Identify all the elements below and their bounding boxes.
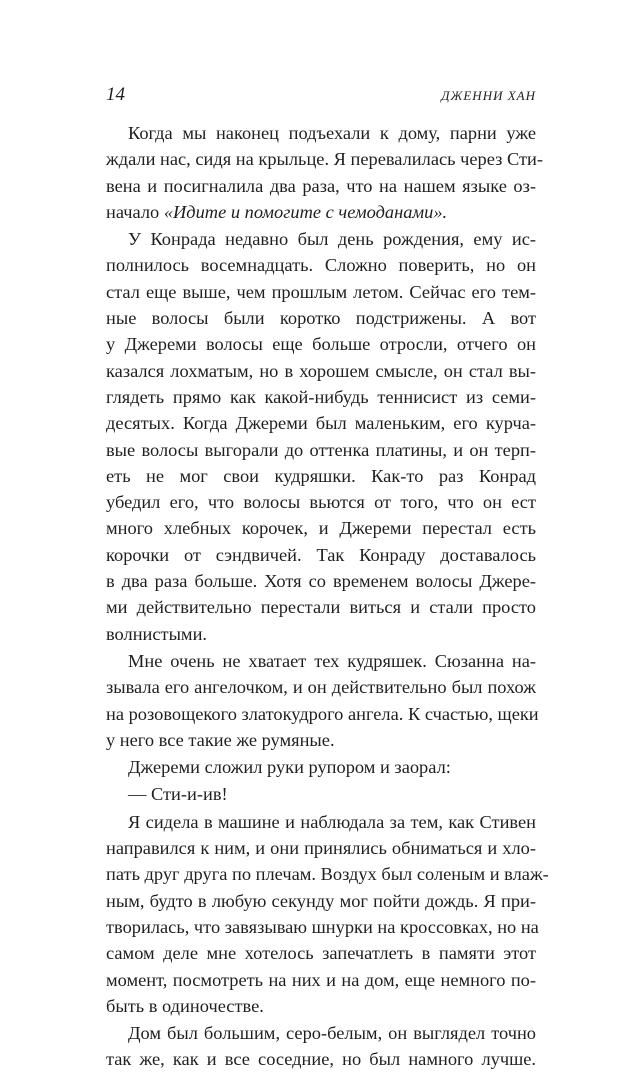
text-line: момент, посмотреть на них и на дом, еще немного по-: [106, 969, 536, 990]
text-line: вые волосы выгорали до оттенка платины, и он терп-: [106, 439, 536, 460]
paragraph: [106, 809, 549, 1019]
text-line: волнистыми.: [106, 623, 208, 644]
text-line: Дом был большим, серо-белым, он выглядел точно: [128, 1023, 536, 1044]
text-line: убедил его, что волосы вьются от того, что он ест: [106, 492, 536, 513]
text-fragment: начало: [106, 201, 164, 222]
text-line: ми действительно перестали виться и стали просто: [106, 597, 536, 618]
page-header: [106, 84, 536, 108]
text-line: самом деле мне хотелось запечатлеть в памяти этот: [106, 943, 536, 964]
paragraph: [106, 120, 544, 225]
text-line: Мне очень не хватает тех кудряшек. Сюзанна на-: [128, 650, 536, 671]
paragraph: [106, 754, 536, 780]
page-number: 14: [106, 84, 125, 105]
text-line: Я сидела в машине и наблюдала за тем, как Стивен: [128, 811, 536, 832]
paragraph: [106, 781, 536, 807]
paragraph: [106, 226, 536, 647]
text-line: глядеть прямо как какой-нибудь теннисист из семи-: [106, 386, 536, 407]
text-line: ждали нас, сидя на крыльце. Я перевалилась через Сти-: [106, 149, 544, 170]
text-line: много хлебных корочек, и Джереми перестал есть: [106, 518, 536, 539]
text-line: Джереми сложил руки рупором и заорал:: [128, 757, 451, 778]
text-line: у него все такие же румяные.: [106, 729, 335, 750]
paragraph: [106, 1020, 536, 1073]
text-line: у Джереми волосы еще больше отросли, отчего он: [106, 334, 536, 355]
running-head: ДЖЕННИ ХАН: [441, 88, 536, 103]
text-line: десятых. Когда Джереми был маленьким, его курча-: [106, 413, 536, 434]
text-line: полнилось восемнадцать. Сложно поверить, но он: [106, 255, 536, 276]
text-line: вена и посигналила два раза, что на нашем языке оз-: [106, 175, 536, 196]
text-line: еть не мог свои кудряшки. Как-то раз Конрад: [106, 465, 536, 486]
text-line: так же, как и все соседние, но был намного лучше.: [106, 1049, 536, 1070]
text-line: [106, 199, 536, 225]
text-line: Когда мы наконец подъехали к дому, парни уже: [128, 123, 536, 143]
text-line: в два раза больше. Хотя со временем волосы Джере-: [106, 571, 536, 592]
text-line: казался лохматым, но в хорошем смысле, он стал вы-: [106, 360, 536, 381]
text-line: пать друг друга по плечам. Воздух был соленым и влаж-: [106, 864, 549, 885]
body-text: [106, 120, 549, 1073]
text-line: творилась, что завязываю шнурки на кроссовках, но на: [106, 916, 539, 937]
text-line: быть в одиночестве.: [106, 995, 264, 1016]
italic-quote: «Идите и помогите с чемоданами».: [163, 201, 448, 222]
text-line: зывала его ангелочком, и он действительно был похож: [106, 677, 536, 698]
text-line: направился к ним, и они принялись обниматься и хло-: [106, 838, 536, 859]
text-line: ные волосы были коротко подстрижены. А вот: [106, 308, 536, 329]
paragraph: [106, 648, 539, 753]
text-line: стал еще выше, чем прошлым летом. Сейчас его тем-: [106, 281, 536, 302]
text-line: У Конрада недавно был день рождения, ему ис-: [128, 229, 536, 250]
text-line: ным, будто в любую секунду мог пойти дождь. Я при-: [106, 890, 536, 911]
text-line: на розовощекого златокудрого ангела. К счастью, щеки: [106, 703, 539, 724]
text-line: корочки от сэндвичей. Так Конраду доставалось: [106, 544, 536, 565]
dialogue-line: — Сти-и-ив!: [128, 784, 228, 805]
